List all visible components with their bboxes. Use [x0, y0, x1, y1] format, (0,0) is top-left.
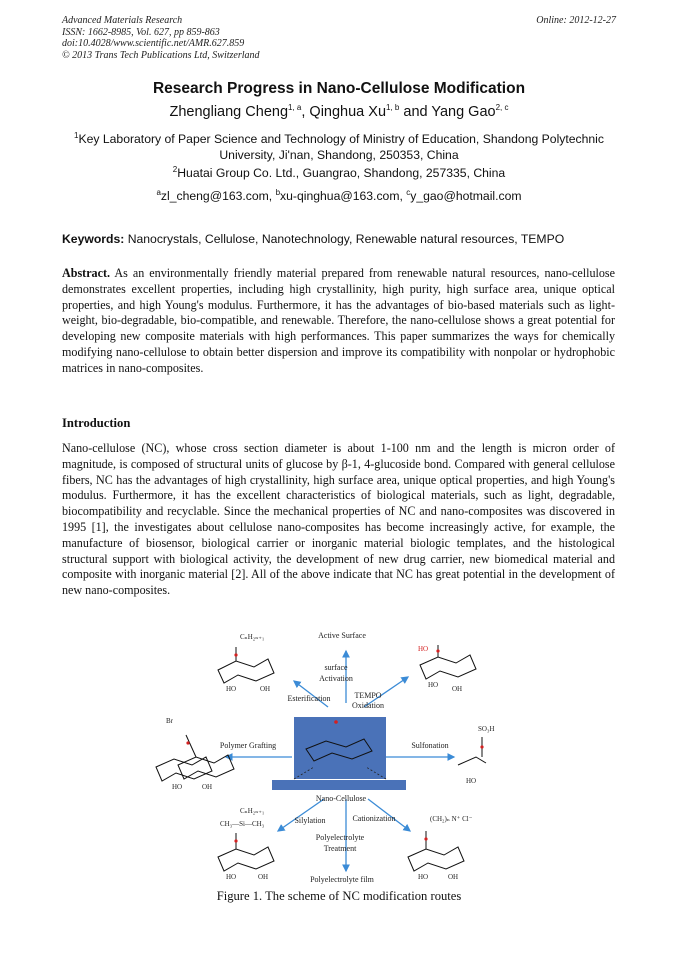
- email: xu-qinghua@163.com,: [280, 189, 407, 203]
- affiliation-1: [62, 131, 616, 163]
- author-name: Yang Gao: [431, 104, 496, 120]
- email-line: [62, 188, 616, 204]
- figure-caption: Figure 1. The scheme of NC modification routes: [216, 889, 462, 903]
- author-sep: and: [399, 104, 432, 120]
- label-nano-cellulose: Nano-Cellulose: [315, 794, 367, 803]
- chem-ho: HO: [418, 645, 429, 653]
- nc-substrate: [272, 780, 406, 790]
- label-cationization: Cationization: [352, 814, 396, 823]
- label-oxidation: Oxidation: [352, 701, 384, 710]
- keywords: [62, 232, 622, 246]
- affiliation-2: [62, 165, 616, 181]
- chem-ester-group: CₙH₂ₙ₊₁: [240, 633, 265, 641]
- affiliation-text: Huatai Group Co. Ltd., Guangrao, Shandong, 257335, China: [177, 166, 506, 180]
- email-sup: c: [406, 187, 411, 197]
- author-sup: 1, b: [386, 103, 400, 113]
- chem-ho: HO: [428, 681, 439, 689]
- arrow-silylation: [278, 799, 324, 831]
- label-silylation: Silylation: [294, 816, 326, 825]
- label-sulfonation: Sulfonation: [411, 741, 449, 750]
- chem-oh: OH: [448, 873, 459, 881]
- keywords-text: Nanocrystals, Cellulose, Nanotechnology, Renewable natural resources, TEMPO: [124, 232, 565, 246]
- journal-header: [62, 15, 616, 61]
- abstract-text: As an environmentally friendly material prepared from renewable natural resources, nano-cellulose demonstrates excellent properties, including high crystallinity, high purity, high surface area, unique optical properties, and high Young's modulus. Furthermore, it has the advantages of bio-based materials such as light-weight, bio-degradable, bio-compatible, and renewable. Therefore, the nano-cellulose shows a great potential for developing new composite materials with high performances. This paper summarizes the ways for chemically modifying nano-cellulose to obtain better dispersion and improve its compatibility with nonpolar or hydrophobic matrices in nano-composites.: [62, 266, 615, 375]
- author-name: Qinghua Xu: [309, 104, 387, 120]
- chem-cation: (CH₂)ₙ N⁺ Cl⁻: [430, 815, 473, 823]
- chem-so3h: SO₃H: [478, 725, 495, 733]
- chem-ho: HO: [172, 783, 183, 791]
- label-esterification: Esterification: [287, 694, 331, 703]
- chem-silyl-mid: CH₃—Si—CH₃: [220, 820, 265, 828]
- chem-ho: HO: [226, 685, 237, 693]
- keywords-label: Keywords:: [62, 232, 125, 246]
- doi-line: doi:10.4028/www.scientific.net/AMR.627.859: [62, 38, 245, 49]
- chem-silyl-top: CₙH₂ₙ₊₁: [240, 807, 265, 815]
- author-name: Zhengliang Cheng: [169, 104, 289, 120]
- paper-title: Research Progress in Nano-Cellulose Modification: [152, 80, 526, 97]
- abstract: [62, 266, 615, 377]
- author-sep: ,: [301, 104, 310, 120]
- introduction-heading: Introduction: [62, 416, 131, 430]
- chem-oh: OH: [260, 685, 271, 693]
- author-sup: 1, a: [288, 103, 302, 113]
- affiliation-text: Key Laboratory of Paper Science and Technology of Ministry of Education, Shandong Polytechnic University, Ji'nan, Shandong, 250353, China: [78, 132, 604, 162]
- chem-oh: OH: [452, 685, 463, 693]
- label-surface: surface: [324, 663, 348, 672]
- copyright-line: © 2013 Trans Tech Publications Ltd, Switzerland: [62, 49, 260, 61]
- label-polymer-grafting: Polymer Grafting: [219, 741, 277, 750]
- chem-oh: OH: [258, 873, 269, 881]
- email: y_gao@hotmail.com: [410, 189, 522, 203]
- author-sup: 2, c: [495, 103, 509, 113]
- author-list: [0, 104, 678, 120]
- email-sup: a: [156, 187, 161, 197]
- affiliation-sup: 2: [172, 164, 178, 174]
- affiliation-sup: 1: [74, 130, 79, 140]
- chem-oh: OH: [202, 783, 213, 791]
- online-date: Online: 2012-12-27: [536, 15, 616, 26]
- label-active-surface: Active Surface: [318, 631, 366, 640]
- label-tempo: TEMPO: [354, 691, 382, 700]
- chem-ho: HO: [226, 873, 237, 881]
- journal-name: Advanced Materials Research: [62, 15, 183, 26]
- introduction-text: Nano-cellulose (NC), whose cross section diameter is about 1-100 nm and the length is micron order of magnitude, is composed of structural units of glucose by β-1, 4-glucoside bond. Compared with general cellulose fibers, NC has the advantages of high crystallinity, high surface area, unique optical properties, and high Young's modulus. Furthermore, it has the excellent characteristics of biological materials, such as light, degradable, biocompatibility and recyclable. Since the mechanical properties of NC and nano-composites was discovered in 1995 [1], the investigates about cellulose nano-composites has become increasingly active, for example, the manufacture of biosensor, biological carrier or inorganic material biologic templates, and the histological structural support with biological activity, the development of new drug carrier, new biomedical material and composite with inorganic material [2]. All of the above indicate that NC has great potential in the development of new nano-composites.: [62, 441, 615, 598]
- email: zl_cheng@163.com,: [160, 189, 276, 203]
- chem-br: Br: [166, 717, 173, 725]
- chem-ho: HO: [418, 873, 429, 881]
- label-activation: Activation: [319, 674, 353, 683]
- chem-ho: HO: [466, 777, 477, 785]
- label-polyelectrolyte: Polyelectrolyte: [315, 833, 365, 842]
- issn-line: ISSN: 1662-8985, Vol. 627, pp 859-863: [62, 26, 220, 38]
- abstract-label: Abstract.: [62, 266, 111, 280]
- label-treatment: Treatment: [323, 844, 357, 853]
- label-polyelectrolyte-film: Polyelectrolyte film: [310, 875, 374, 884]
- email-sup: b: [275, 187, 281, 197]
- nc-modification-scheme: [166, 625, 495, 885]
